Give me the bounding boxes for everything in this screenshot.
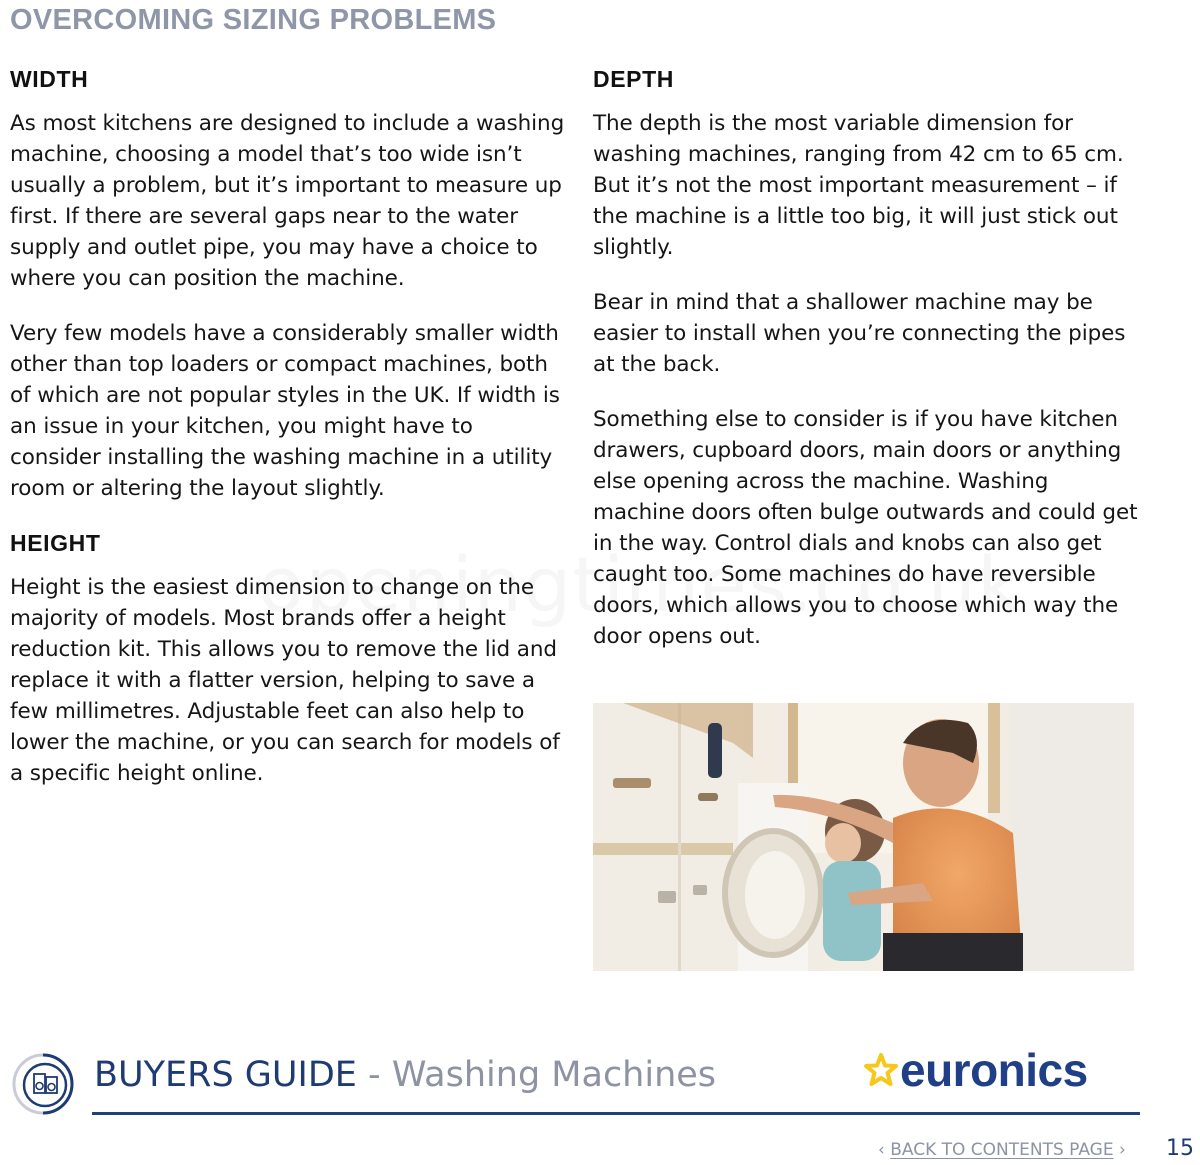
depth-paragraph-1: The depth is the most variable dimension for washing machines, ranging from 42 cm to 65 cm. But it’s not the most important measurement – if the machine is a little too big, it will just stick out slightly.: [593, 111, 1124, 260]
photo-father-child-washing-machine: [593, 703, 1134, 971]
logo-wordmark: euronics: [900, 1044, 1088, 1096]
footer-title-buyers-guide: BUYERS GUIDE: [94, 1055, 357, 1095]
width-paragraph-1: As most kitchens are designed to include a washing machine, choosing a model that’s too wide isn’t usually a problem, but it’s important to measure up first. If there are several gaps near to the water supply and outlet pipe, you may have a choice to where you can position the machine.: [10, 111, 565, 291]
left-column: [10, 64, 570, 813]
chevron-right-icon: ›: [1113, 1140, 1126, 1160]
width-paragraph-2: Very few models have a considerably smaller width other than top loaders or compact machines, both of which are not popular styles in the UK. If width is an issue in your kitchen, you might have to consider installing the washing machine in a utility room or altering the layout slightly.: [10, 321, 560, 501]
star-icon: [864, 1053, 898, 1087]
chevron-left-icon: ‹: [878, 1140, 891, 1160]
section-heading-width: WIDTH: [10, 66, 89, 92]
footer-divider: [92, 1112, 1140, 1115]
right-column: [593, 64, 1153, 676]
section-heading-height: HEIGHT: [10, 530, 101, 556]
depth-paragraph-2: Bear in mind that a shallower machine may be easier to install when you’re connecting the pipes at the back.: [593, 290, 1126, 377]
section-heading-depth: DEPTH: [593, 66, 674, 92]
back-to-contents-label[interactable]: BACK TO CONTENTS PAGE: [890, 1140, 1114, 1160]
photo-illustration: [593, 703, 1134, 971]
page-title: OVERCOMING SIZING PROBLEMS: [10, 4, 497, 36]
footer-title-separator: -: [356, 1055, 392, 1095]
footer-title: [94, 1052, 716, 1098]
depth-paragraph-3: Something else to consider is if you have kitchen drawers, cupboard doors, main doors or anything else opening across the machine. Washing machine doors often bulge outwards and could get in the way. Control dials and knobs can also get caught too. Some machines do have reversible doors, which allows you to choose which way the door opens out.: [593, 407, 1138, 649]
euronics-logo: [864, 1040, 1088, 1100]
page-number: 15: [1166, 1136, 1194, 1161]
height-paragraph-1: Height is the easiest dimension to change on the majority of models. Most brands offer a height reduction kit. This allows you to remove the lid and replace it with a flatter version, helping to save a few millimetres. Adjustable feet can also help to lower the machine, or you can search for models of a specific height online.: [10, 575, 560, 786]
washing-machines-icon: [12, 1053, 74, 1115]
back-to-contents-link[interactable]: [878, 1140, 1126, 1160]
footer-title-subject: Washing Machines: [391, 1055, 717, 1095]
